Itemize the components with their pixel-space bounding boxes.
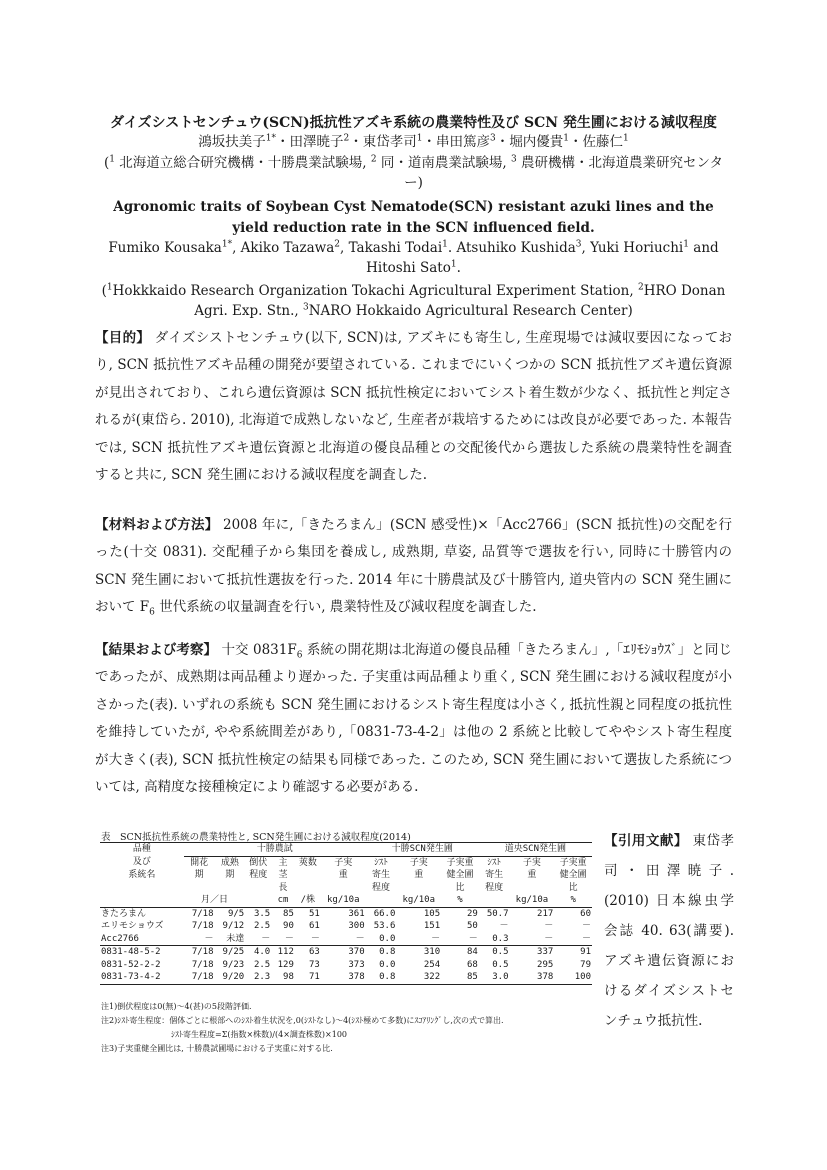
- table-cell: 53.6: [373, 921, 396, 931]
- author-4-affil: 3: [490, 133, 496, 144]
- author-4: 串田篤彦: [436, 134, 490, 150]
- row-name: 0831-52-2-2: [101, 959, 161, 970]
- table-cell: 85: [283, 908, 294, 919]
- author-en-1: Fumiko Kousaka: [108, 240, 222, 256]
- table-cell: 370: [321, 946, 366, 959]
- col-cyst: 寄生: [372, 870, 391, 880]
- unit-kg: kg/10a: [396, 894, 441, 907]
- col-cyst: ｼｽﾄ: [374, 857, 388, 868]
- table-cell: 50.7: [486, 908, 509, 919]
- table-cell: 2.5: [253, 921, 271, 931]
- table-cell: 0.0: [379, 933, 396, 944]
- affil-3: 農研機構・北海道農業研究センター): [404, 155, 723, 191]
- table-row: [100, 920, 592, 933]
- author-sep: ・: [568, 134, 583, 150]
- methods-text-end: 世代系統の収量調査を行い, 農業特性及び減収程度を調査した.: [154, 599, 537, 616]
- author-5-affil: 1: [563, 133, 569, 144]
- col-lodging: 倒伏: [249, 857, 268, 868]
- row-name: エリモショウズ: [101, 921, 164, 931]
- author-en-6-affil: 1: [450, 259, 457, 270]
- table-cell: 3.5: [253, 908, 271, 919]
- table-cell: 0.5: [479, 946, 510, 959]
- table-cell: 105: [423, 908, 441, 919]
- section-results: [95, 637, 732, 801]
- table-cell: 84: [441, 946, 479, 959]
- table-row: [100, 933, 592, 946]
- table-row: [100, 907, 592, 920]
- author-sep: ・: [349, 134, 363, 150]
- table-cell: 112: [271, 946, 295, 959]
- table-cell: 66.0: [373, 908, 396, 919]
- col-cyst-d: 程度: [485, 882, 504, 893]
- table-cell: 98: [271, 971, 295, 984]
- generation-subscript: 6: [296, 650, 303, 661]
- col-yield: 子実: [334, 857, 353, 868]
- author-en-5-affil: 1: [683, 239, 689, 250]
- unit-pct: %: [441, 894, 479, 907]
- col-pods: 莢数: [298, 857, 317, 868]
- author-en-3-affil: 1: [442, 239, 448, 250]
- table-cell: 63: [295, 946, 321, 959]
- table-cell: 129: [277, 959, 294, 970]
- unit-kg: kg/10a: [510, 894, 555, 907]
- affil-1: 北海道立総合研究機構・十勝農業試験場,: [115, 155, 371, 171]
- table-cell: 7/18: [191, 908, 214, 919]
- author-sep: ・: [495, 134, 510, 150]
- col-ratio-d: 健全圃: [559, 870, 587, 880]
- table-cell: 0.8: [366, 946, 397, 959]
- table-cell: 29: [466, 908, 478, 919]
- table-cell: 337: [510, 946, 555, 959]
- unit-cm: cm: [271, 894, 295, 907]
- author-1-affil: 1*: [265, 133, 277, 144]
- table-row: [100, 971, 592, 984]
- author-en-4: . Atsuhiko Kushida: [447, 240, 576, 256]
- author-en-3: , Takashi Todai: [340, 240, 443, 256]
- author-1: 鴻坂扶美子: [198, 134, 266, 150]
- table-cell: 7/18: [191, 921, 214, 931]
- author-sep: ・: [276, 134, 290, 150]
- title-english: Agronomic traits of Soybean Cyst Nematode(SCN) resistant azuki lines and the yield reduction rate in the SCN influenced field.: [113, 199, 714, 236]
- purpose-text: ダイズシストセンチュウ(以下, SCN)は, アズキにも寄生し, 生産現場では減収要因になっており, SCN 抵抗性アズキ品種の開発が要望されている. これまでにいくつかの SCN 抵抗性アズキ遺伝資源が見出されており、これら遺伝資源は SCN 抵抗性検定においてシスト着生数が少なく、抵抗性と判定されるが(東岱ら. 2010), 北海道で成熟しないなど, 生産者が栽培するためには改良が必要であった. 本報告では, SCN 抵抗性アズキ遺伝資源と北海道の優良品種との交配後代から選抜した系統の農業特性を調査すると共に, SCN 発生圃における減収程度を調査した.: [95, 330, 733, 484]
- note-1: 注1)倒伏程度は0(無)～4(甚)の5段階評価.: [101, 1002, 252, 1011]
- table-cell: －: [499, 921, 509, 931]
- results-table: [100, 842, 592, 985]
- affil-en-1: Hokkkaido Research Organization Tokachi Agricultural Experiment Station,: [112, 283, 638, 299]
- note-3: 注3)子実重健全圃比は, 十勝農試圃場における子実重に対する比.: [101, 1044, 333, 1053]
- table-cell: 378: [510, 971, 555, 984]
- affil-en-mark-2: 2: [637, 282, 644, 293]
- group-doo-scn: 道央SCN発生圃: [479, 843, 592, 857]
- purpose-heading: 【目的】: [95, 330, 151, 346]
- table-cell: －: [355, 933, 365, 944]
- paren: (: [104, 155, 110, 171]
- results-text: 十交 0831F: [217, 642, 297, 658]
- col-cyst-d: ｼｽﾄ: [487, 857, 501, 868]
- table-cell: 51: [309, 908, 320, 919]
- affil-en-mark-1: 1: [106, 282, 113, 293]
- results-heading: 【結果および考察】: [95, 642, 218, 658]
- table-cell: 7/18: [191, 959, 214, 970]
- table-cell: －: [468, 933, 478, 944]
- col-ratio: 健全圃: [446, 870, 474, 880]
- table-cell: －: [544, 921, 554, 931]
- col-yield2: 重: [414, 870, 424, 880]
- author-en-6: and Hitoshi Sato: [366, 240, 719, 276]
- col-name-header: 品種: [100, 843, 184, 857]
- table-cell: 未達: [226, 933, 245, 944]
- row-name: きたろまん: [101, 908, 147, 919]
- table-cell: 217: [537, 908, 554, 919]
- table-cell: 373: [348, 959, 365, 970]
- table-cell: 9/25: [215, 946, 246, 959]
- author-en-1-affil: 1*: [221, 239, 233, 250]
- table-cell: 91: [554, 946, 592, 959]
- table-cell: 300: [348, 921, 365, 931]
- col-ratio: 子実重: [446, 857, 474, 868]
- table-cell: 254: [423, 959, 441, 970]
- table-cell: －: [581, 933, 591, 944]
- col-stem: 長: [278, 882, 288, 893]
- author-en-5: , Yuki Horiuchi: [581, 240, 684, 256]
- period: .: [456, 260, 461, 276]
- affil-en-2: HRO Donan Agri. Exp. Stn.,: [194, 283, 726, 319]
- table-cell: 60: [580, 908, 591, 919]
- table-cell: 3.0: [479, 971, 510, 984]
- affil-mark-2: 2: [370, 154, 377, 165]
- author-en-2-affil: 2: [334, 239, 341, 250]
- col-flower: 開花: [190, 857, 209, 868]
- col-name-header: 系統名: [128, 870, 156, 880]
- table-cell: 151: [423, 921, 441, 931]
- col-ratio-d: 子実重: [559, 857, 587, 868]
- table-cell: 0.5: [492, 959, 509, 970]
- table-cell: 361: [348, 908, 365, 919]
- table-cell: 310: [396, 946, 441, 959]
- table-cell: 378: [321, 971, 366, 984]
- note-2: 注2)ｼｽﾄ寄生程度：個体ごとに根部へのｼｽﾄ着生状況を,0(ｼｽﾄなし)～4(ｼｽﾄ極めて多数)にｽｺｱﾘﾝｸﾞし,次の式で算出.: [101, 1016, 504, 1025]
- table-cell: 7/18: [184, 971, 215, 984]
- row-name: 0831-73-4-2: [100, 971, 184, 984]
- table-cell: 68: [466, 959, 478, 970]
- table-cell: 9/12: [222, 921, 245, 931]
- references-heading: 【引用文献】: [604, 833, 688, 849]
- table-cell: －: [204, 933, 214, 944]
- table-cell: －: [581, 921, 591, 931]
- results-text-end: 系統の開花期は北海道の優良品種「きたろまん」,「ｴﾘﾓｼｮｳｽﾞ」と同じであったが、成熟期は両品種より遅かった. 子実重は両品種より重く, SCN 発生圃における減収程度が小さかった(表). いずれの系統も SCN 発生圃におけるシスト寄生程度は小さく, 抵抗性親と同程度の抵抗性を維持していたが, やや系統間差があり,「0831-73-4-2」は他の 2 系統と比較してややシスト寄生程度が大きく(表), SCN 抵抗性検定の結果も同様であった. このため, SCN 発生圃において選抜した系統については, 高精度な接種検定により確認する必要がある.: [95, 642, 733, 796]
- col-lodging: 程度: [249, 870, 268, 880]
- table-cell: 0.0: [379, 959, 396, 970]
- affil-2: 同・道南農業試験場,: [376, 155, 511, 171]
- reference-text: 東岱孝司・田澤暁子. (2010) 日本線虫学会誌 40. 63(講要). アズキ遺伝資源におけるダイズシストセンチュウ抵抗性.: [604, 833, 735, 1029]
- table-cell: －: [544, 933, 554, 944]
- section-methods: [95, 512, 732, 622]
- col-stem: 主: [278, 857, 288, 868]
- table-caption: 表 SCN抵抗性系統の農業特性と, SCN発生圃における減収程度(2014): [101, 832, 411, 843]
- col-cyst-d: 寄生: [485, 870, 504, 880]
- table-cell: 73: [309, 959, 320, 970]
- col-maturity: 成熟: [220, 857, 239, 868]
- row-name: 0831-48-5-2: [100, 946, 184, 959]
- table-cell: －: [310, 933, 320, 944]
- affiliation-english: [95, 281, 732, 321]
- col-yield: 重: [338, 870, 348, 880]
- author-2-affil: 2: [343, 133, 350, 144]
- group-tokachi-station: 十勝農試: [184, 843, 366, 857]
- unit-date: 月／日: [184, 894, 245, 907]
- table-cell: 85: [441, 971, 479, 984]
- col-cyst: 程度: [372, 882, 391, 893]
- table-cell: 4.0: [245, 946, 271, 959]
- unit-kg: kg/10a: [321, 894, 366, 907]
- table-cell: 9/20: [215, 971, 246, 984]
- table-cell: 71: [295, 971, 321, 984]
- section-purpose: [95, 325, 732, 489]
- table-cell: 50: [466, 921, 478, 931]
- author-en-2: , Akiko Tazawa: [232, 240, 335, 256]
- col-stem: 茎: [278, 870, 288, 880]
- methods-text: 2008 年に,「きたろまん」(SCN 感受性)×「Acc2766」(SCN 抵抗性)の交配を行った(十交 0831). 交配種子から集団を養成し, 成熟期, 草姿, 品質等で選抜を行い, 同時に十勝管内の SCN 発生圃において抵抗性選抜を行った. 2014 年に十勝農試及び十勝管内, 道央管内の SCN 発生圃において F: [95, 517, 732, 616]
- table-cell: 0.3: [492, 933, 509, 944]
- row-name: Acc2766: [101, 933, 139, 944]
- col-yield-d: 重: [527, 870, 537, 880]
- affil-mark-3: 3: [511, 154, 517, 165]
- author-sep: ・: [422, 134, 436, 150]
- generation-subscript: 6: [149, 607, 155, 618]
- col-flower: 期: [194, 870, 204, 880]
- table-cell: 9/5: [227, 908, 245, 919]
- author-6-affil: 1: [622, 133, 629, 144]
- table-cell: 0.8: [366, 971, 397, 984]
- col-yield-d: 子実: [522, 857, 541, 868]
- affil-en-3: NARO Hokkaido Agricultural Research Center): [308, 303, 633, 319]
- affil-mark-1: 1: [109, 154, 116, 165]
- table-cell: 9/23: [222, 959, 245, 970]
- table-cell: －: [431, 933, 441, 944]
- references: [604, 826, 734, 1036]
- table-cell: 79: [580, 959, 591, 970]
- group-tokachi-scn: 十勝SCN発生圃: [366, 843, 479, 857]
- methods-heading: 【材料および方法】: [95, 517, 219, 533]
- table-cell: 61: [309, 921, 320, 931]
- author-en-4-affil: 3: [575, 239, 582, 250]
- author-6: 佐藤仁: [582, 134, 623, 150]
- affiliation-japanese: [95, 153, 732, 193]
- col-yield2: 子実: [409, 857, 428, 868]
- paren: (: [101, 283, 107, 299]
- authors-english: [95, 238, 732, 278]
- col-name-header: 及び: [132, 857, 151, 868]
- table-cell: 7/18: [184, 946, 215, 959]
- title-japanese: ダイズシストセンチュウ(SCN)抵抗性アズキ系統の農業特性及び SCN 発生圃における減収程度: [110, 115, 717, 131]
- table-cell: 322: [396, 971, 441, 984]
- table-cell: 2.5: [253, 959, 271, 970]
- unit-pods: /株: [295, 894, 321, 907]
- col-ratio-d: 比: [568, 882, 578, 893]
- table-cell: 100: [554, 971, 592, 984]
- col-maturity: 期: [225, 870, 235, 880]
- table-cell: 90: [283, 921, 294, 931]
- table-notes: [101, 1000, 601, 1056]
- unit-pct: %: [554, 894, 592, 907]
- table-cell: －: [261, 933, 271, 944]
- table-row: [100, 946, 592, 959]
- author-5: 堀内優貴: [509, 134, 564, 150]
- table-cell: 295: [537, 959, 554, 970]
- table-cell: －: [284, 933, 294, 944]
- affil-en-mark-3: 3: [302, 302, 309, 313]
- author-2: 田澤暁子: [289, 134, 344, 150]
- author-3-affil: 1: [416, 133, 423, 144]
- note-2-formula: ｼｽﾄ寄生程度=Σ(指数×株数)/(4×調査株数)×100: [171, 1030, 348, 1039]
- col-ratio: 比: [455, 882, 465, 893]
- authors-japanese: [95, 133, 732, 152]
- table-row: [100, 959, 592, 972]
- author-3: 東岱孝司: [362, 134, 417, 150]
- table-cell: 2.3: [245, 971, 271, 984]
